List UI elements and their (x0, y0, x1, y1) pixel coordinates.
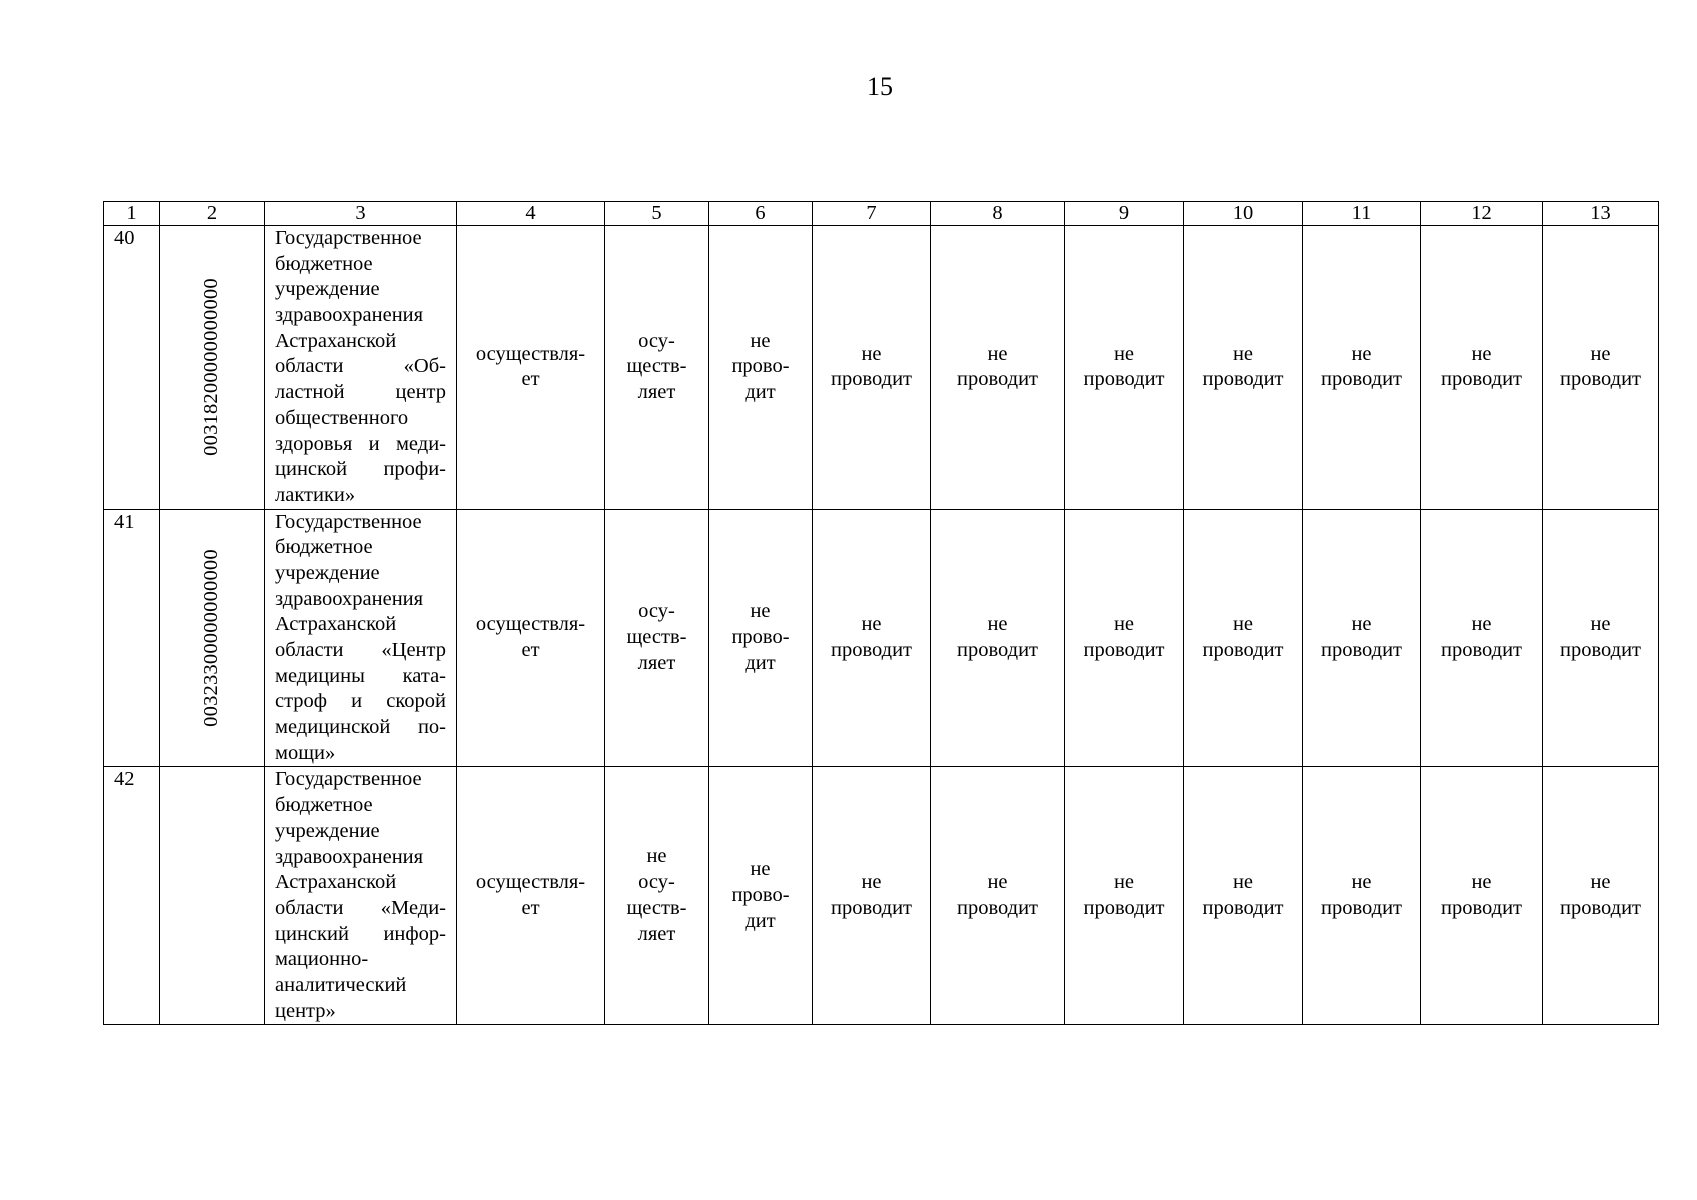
registry-code: 00323300000000000 (200, 549, 223, 727)
status-col-9-line: проводит (1083, 368, 1165, 391)
status-col-13-line: не (1590, 613, 1611, 636)
organization-name-line: учреждение (275, 819, 380, 842)
table-row (104, 509, 1659, 767)
status-col-4-line: осуществля- (475, 871, 586, 894)
status-col-11-line: проводит (1320, 896, 1403, 919)
status-col-6 (709, 509, 813, 767)
status-col-6-line: дит (745, 909, 776, 932)
status-col-11 (1303, 226, 1421, 510)
header-cell-2: 2 (160, 202, 265, 226)
header-cell-5: 5 (605, 202, 709, 226)
status-col-4-line: ет (521, 368, 540, 391)
registry-code-cell (160, 767, 265, 1025)
status-col-10-line: не (1232, 342, 1254, 365)
organization-name-line: цинский инфор- (275, 922, 446, 945)
status-col-6-line: не (750, 858, 771, 881)
organization-name-line: Государственное (275, 227, 422, 249)
status-col-13 (1543, 509, 1659, 767)
organization-name-line: бюджетное (275, 794, 373, 817)
status-col-13-line: проводит (1559, 368, 1642, 391)
organization-name (265, 767, 457, 1025)
organization-name-line: учреждение (275, 561, 380, 584)
status-col-6 (709, 767, 813, 1025)
status-col-5 (605, 226, 709, 510)
status-col-7-line: не (861, 871, 882, 894)
header-cell-6: 6 (709, 202, 813, 226)
header-cell-3: 3 (265, 202, 457, 226)
status-col-13-line: не (1590, 871, 1611, 894)
registry-code-cell (160, 226, 265, 510)
organization-name-line: Астраханской (275, 613, 397, 636)
status-col-7 (813, 509, 931, 767)
status-col-9 (1065, 226, 1184, 510)
status-col-8-line: не (987, 613, 1008, 636)
status-col-10-line: не (1232, 871, 1254, 894)
status-col-5-line: ществ- (626, 626, 687, 649)
status-col-13-line: не (1590, 342, 1611, 365)
organization-name-line: ластной центр (275, 381, 446, 404)
status-col-4-line: ет (521, 896, 540, 919)
status-col-9 (1065, 767, 1184, 1025)
status-col-8-line: проводит (956, 639, 1039, 661)
organization-name-line: здравоохранения (275, 587, 424, 610)
status-col-13 (1543, 226, 1659, 510)
status-col-11-line: не (1351, 613, 1372, 636)
status-col-6-line: дит (745, 381, 776, 404)
status-col-10 (1184, 226, 1303, 510)
status-col-8-line: не (987, 342, 1008, 365)
status-col-7-line: не (861, 342, 882, 365)
status-col-7 (813, 226, 931, 510)
status-col-11-line: не (1351, 342, 1372, 365)
organization-name-line: Астраханской (275, 871, 397, 894)
status-col-10-line: проводит (1202, 639, 1284, 661)
status-col-9-line: проводит (1083, 639, 1165, 661)
registry-code: 00318200000000000 (200, 278, 223, 457)
status-col-5-line: ляет (637, 381, 676, 404)
status-col-11 (1303, 509, 1421, 767)
organization-name-line: области «Меди- (275, 896, 446, 919)
status-col-5-line: осу- (638, 329, 675, 352)
status-col-4 (457, 226, 605, 510)
status-col-5 (605, 509, 709, 767)
status-col-5 (605, 767, 709, 1025)
status-col-12-line: не (1471, 342, 1492, 365)
status-col-11-line: проводит (1320, 639, 1403, 661)
status-col-13-line: проводит (1559, 896, 1642, 919)
status-col-12 (1421, 509, 1543, 767)
status-col-5-line: ществ- (626, 896, 687, 919)
organization-name-line: мационно- (275, 948, 369, 971)
header-cell-12: 12 (1421, 202, 1543, 226)
status-col-12 (1421, 226, 1543, 510)
status-col-11 (1303, 767, 1421, 1025)
organization-name-line: центр» (275, 999, 336, 1022)
status-col-4-line: осуществля- (475, 342, 586, 365)
status-col-8 (931, 767, 1065, 1025)
status-col-8-line: проводит (956, 368, 1039, 391)
header-cell-8: 8 (931, 202, 1065, 226)
status-col-12-line: не (1471, 613, 1492, 636)
status-col-5-line: ществ- (626, 355, 687, 378)
status-col-6-line: прово- (731, 884, 790, 907)
status-col-7-line: проводит (830, 639, 913, 661)
header-cell-11: 11 (1303, 202, 1421, 226)
header-row (104, 202, 1659, 226)
status-col-6 (709, 226, 813, 510)
status-col-4 (457, 767, 605, 1025)
status-col-4-line: ет (521, 639, 540, 661)
status-col-10-line: проводит (1202, 368, 1284, 391)
status-col-4-line: осуществля- (475, 613, 586, 636)
status-col-10-line: не (1232, 613, 1254, 636)
organization-name-line: общественного (275, 406, 409, 429)
organization-name-line: медицинской по- (275, 716, 446, 739)
row-number: 42 (104, 767, 160, 1025)
organization-name-line: цинской профи- (275, 458, 446, 481)
status-col-7 (813, 767, 931, 1025)
status-col-9-line: не (1113, 342, 1135, 365)
status-col-5-line: осу- (638, 871, 675, 894)
page-number: 15 (867, 72, 893, 101)
status-col-8 (931, 509, 1065, 767)
status-col-12-line: проводит (1440, 639, 1523, 661)
organization-name (265, 226, 457, 510)
organization-name-line: области «Центр (275, 639, 446, 661)
registry-code-cell (160, 509, 265, 767)
status-col-10-line: проводит (1202, 896, 1284, 919)
status-col-10 (1184, 509, 1303, 767)
header-cell-10: 10 (1184, 202, 1303, 226)
status-col-8-line: не (987, 871, 1008, 894)
table-row (104, 226, 1659, 510)
row-number: 40 (104, 226, 160, 510)
status-col-6-line: не (750, 329, 771, 352)
organization-name-line: здравоохранения (275, 304, 424, 327)
status-col-5-line: ляет (637, 651, 676, 674)
table-row (104, 767, 1659, 1025)
status-col-12-line: не (1471, 871, 1492, 894)
status-col-5-line: не (646, 845, 667, 868)
organizations-table (103, 201, 1659, 1025)
status-col-6-line: прово- (731, 626, 790, 649)
organization-name (265, 509, 457, 767)
header-cell-13: 13 (1543, 202, 1659, 226)
status-col-11-line: не (1351, 871, 1372, 894)
status-col-8 (931, 226, 1065, 510)
organization-name-line: медицины ката- (275, 664, 446, 687)
organization-name-line: мощи» (275, 741, 336, 764)
status-col-13 (1543, 767, 1659, 1025)
row-number: 41 (104, 509, 160, 767)
header-cell-7: 7 (813, 202, 931, 226)
organization-name-line: строф и скорой (275, 690, 446, 713)
status-col-12-line: проводит (1440, 368, 1523, 391)
status-col-9 (1065, 509, 1184, 767)
status-col-4 (457, 509, 605, 767)
status-col-7-line: не (861, 613, 882, 636)
status-col-9-line: проводит (1083, 896, 1165, 919)
status-col-5-line: осу- (638, 600, 675, 623)
organization-name-line: Государственное (275, 768, 422, 791)
status-col-10 (1184, 767, 1303, 1025)
organization-name-line: здоровья и меди- (275, 432, 446, 455)
header-cell-4: 4 (457, 202, 605, 226)
organization-name-line: бюджетное (275, 536, 373, 559)
status-col-7-line: проводит (830, 368, 913, 391)
status-col-11-line: проводит (1320, 368, 1403, 391)
status-col-9-line: не (1113, 613, 1135, 636)
status-col-12-line: проводит (1440, 896, 1523, 919)
status-col-5-line: ляет (637, 922, 676, 945)
organization-name-line: Государственное (275, 510, 422, 533)
organization-name-line: учреждение (275, 278, 380, 301)
organization-name-line: здравоохранения (275, 845, 424, 868)
status-col-6-line: дит (745, 651, 776, 674)
organization-name-line: Астраханской (275, 329, 397, 352)
status-col-9-line: не (1113, 871, 1135, 894)
status-col-7-line: проводит (830, 896, 913, 919)
organization-name-line: области «Об- (275, 355, 446, 378)
organization-name-line: аналитический (275, 973, 407, 996)
status-col-6-line: прово- (731, 355, 790, 378)
organization-name-line: бюджетное (275, 252, 373, 275)
status-col-6-line: не (750, 600, 771, 623)
organization-name-line: лактики» (275, 483, 356, 506)
header-cell-9: 9 (1065, 202, 1184, 226)
header-cell-1: 1 (104, 202, 160, 226)
status-col-13-line: проводит (1559, 639, 1642, 661)
status-col-8-line: проводит (956, 896, 1039, 919)
status-col-12 (1421, 767, 1543, 1025)
